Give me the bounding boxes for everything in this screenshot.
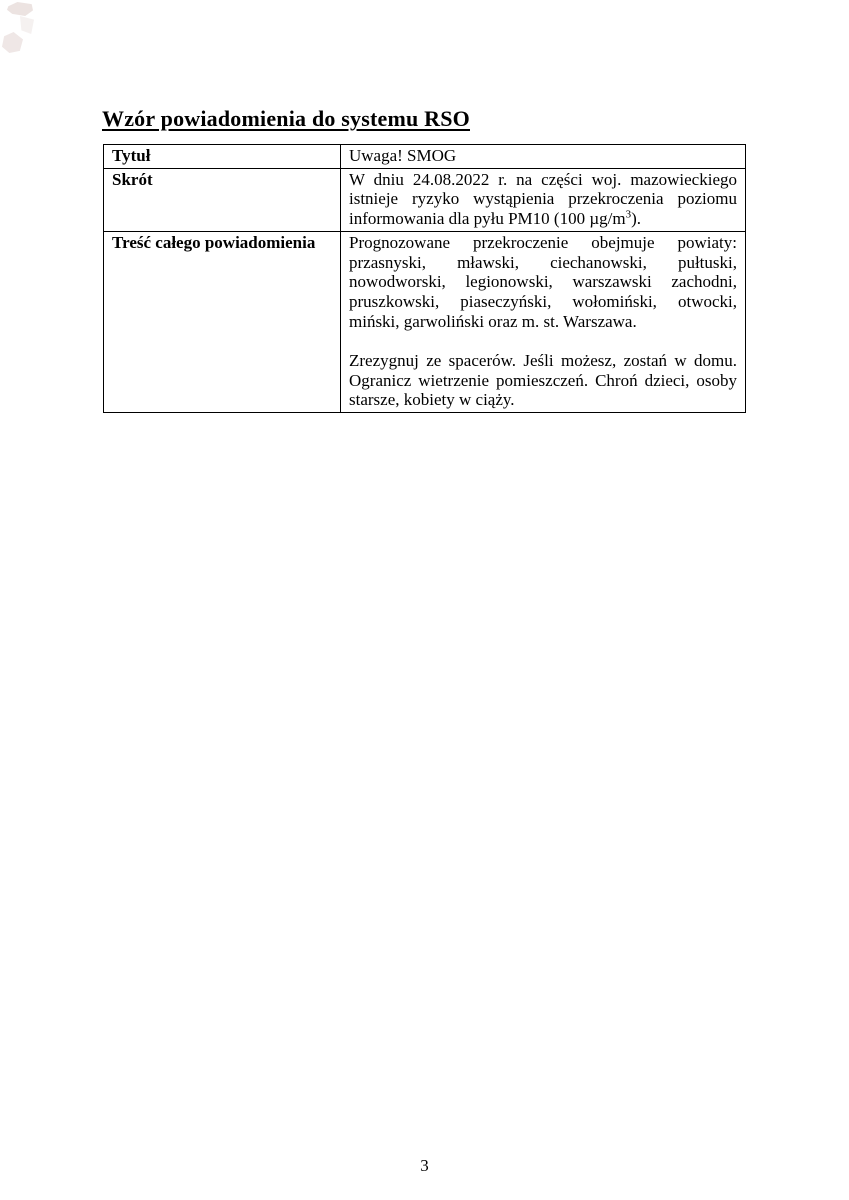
notification-template-table — [103, 144, 746, 413]
row-value-tytul: Uwaga! SMOG — [341, 145, 746, 169]
row-label-skrot: Skrót — [104, 168, 341, 231]
page-title: Wzór powiadomienia do systemu RSO — [102, 106, 470, 131]
table-row-tresc — [104, 231, 746, 412]
row-label-tytul: Tytuł — [104, 145, 341, 169]
table-row-skrot — [104, 168, 746, 231]
scan-smudge-artifact — [7, 2, 33, 16]
row-label-tresc: Treść całego powiadomienia — [104, 231, 341, 412]
page-number: 3 — [420, 1156, 429, 1175]
skrot-text-end: ). — [631, 209, 641, 229]
scan-smudge-artifact — [20, 16, 34, 34]
row-value-skrot — [341, 168, 746, 231]
tresc-paragraph-2: Zrezygnuj ze spacerów. Jeśli możesz, zostań w domu. Ogranicz wietrzenie pomieszczeń. Chroń dzieci, osoby starsze, kobiety w ciąży. — [349, 351, 737, 410]
table-row-title — [104, 145, 746, 169]
row-value-tresc — [341, 231, 746, 412]
tresc-paragraph-1: Prognozowane przekroczenie obejmuje powiaty: przasnyski, mławski, ciechanowski, pułtuski, nowodworski, legionowski, warszawski zachodni, pruszkowski, piaseczyński, wołomiński, otwocki, miński, garwoliński oraz m. st. Warszawa. — [349, 232, 737, 331]
superscript-3: 3 — [625, 208, 632, 221]
scan-smudge-artifact — [2, 32, 23, 53]
skrot-text: W dniu 24.08.2022 r. na części woj. mazowieckiego istnieje ryzyko wystąpienia przekroczenia poziomu informowania dla pyłu PM10 (100 µg/m — [349, 169, 737, 229]
